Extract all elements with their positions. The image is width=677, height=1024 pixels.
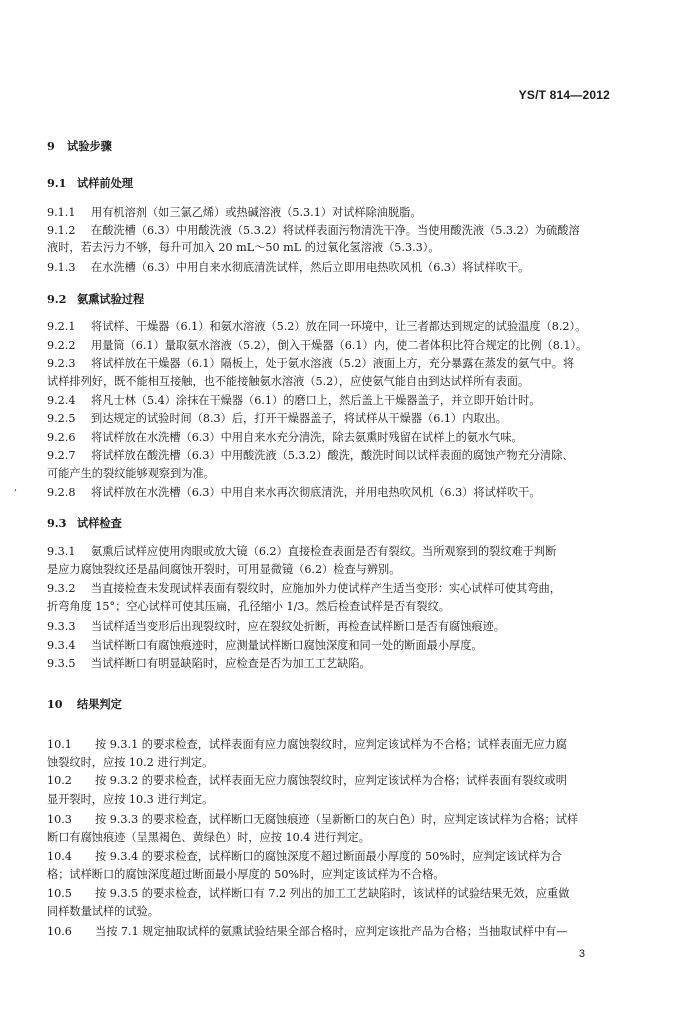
standard-code: YS/T 814—2012 (518, 88, 610, 102)
paragraph-10-4-cont: 格；试样断口的腐蚀深度超过断面最小厚度的 50%时，应判定该试样为不合格。 (47, 868, 445, 881)
section-title: 氨熏试验过程 (77, 292, 145, 306)
clause-text: 按 9.3.5 的要求检查，试样断口有 7.2 列出的加工工艺缺陷时，该试样的试验结果无效，应重做 (95, 887, 570, 900)
paragraph-9-3-3 (47, 620, 505, 634)
paragraph-10-2-cont: 显开裂时，应按 10.3 进行判定。 (47, 793, 214, 806)
paragraph-9-3-4 (47, 639, 483, 653)
clause-text: 用有机溶剂（如三氯乙烯）或热碱溶液（5.3.1）对试样除油脱脂。 (91, 206, 422, 219)
clause-number: 10.3 (47, 813, 72, 826)
section-title: 试样前处理 (77, 176, 133, 190)
clause-text: 按 9.3.3 的要求检查，试样断口无腐蚀痕迹（呈新断口的灰白色）时，应判定该试样为合格；试样 (95, 813, 579, 826)
paragraph-10-4 (47, 850, 562, 864)
clause-text: 按 9.3.4 的要求检查，试样断口的腐蚀深度不超过断面最小厚度的 50%时，应判定该试样为合 (95, 850, 562, 863)
clause-number: 10.1 (47, 738, 72, 751)
section-title: 试验步骤 (67, 139, 112, 153)
paragraph-9-2-7-cont: 可能产生的裂纹能够观察到为准。 (47, 467, 215, 480)
subsection-heading-9-3 (47, 516, 122, 530)
clause-number: 9.3.3 (47, 620, 76, 633)
clause-text: 将凡士林（5.4）涂抹在干燥器（6.1）的磨口上，然后盖上干燥器盖子，并立即开始计时。 (91, 394, 541, 407)
clause-text: 当直接检查未发现试样表面有裂纹时，应施加外力使试样产生适当变形：实心试样可使其弯曲， (91, 582, 561, 595)
clause-number: 9.2.6 (47, 431, 76, 444)
clause-number: 9.2.8 (47, 486, 76, 499)
paragraph-9-1-2 (47, 224, 580, 238)
clause-text: 将试样放在水洗槽（6.3）中用自来水再次彻底清洗，并用电热吹风机（6.3）将试样吹干。 (91, 486, 541, 499)
section-number: 9 (47, 139, 55, 153)
section-number: 10 (47, 697, 63, 711)
clause-text: 将试样放在干燥器（6.1）隔板上，处于氨水溶液（5.2）液面上方，充分暴露在蒸发的氨气中。将 (91, 357, 575, 370)
subsection-heading-9-1 (47, 176, 133, 190)
clause-number: 9.1.3 (47, 261, 76, 274)
clause-number: 9.3.1 (47, 545, 76, 558)
paragraph-9-3-2-cont: 折弯角度 15°；空心试样可使其压扁，孔径缩小 1/3。然后检查试样是否有裂纹。 (47, 600, 450, 613)
clause-number: 9.1.2 (47, 224, 76, 237)
clause-text: 按 9.3.1 的要求检查，试样表面有应力腐蚀裂纹时，应判定该试样为不合格；试样表面无应力腐 (95, 738, 567, 751)
clause-text: 按 9.3.2 的要求检查，试样表面无应力腐蚀裂纹时，应判定该试样为合格；试样表面有裂纹或明 (95, 774, 567, 787)
clause-text: 当按 7.1 规定抽取试样的氨熏试验结果全部合格时，应判定该批产品为合格；当抽取试样中有— (95, 925, 568, 938)
section-heading-10 (47, 697, 122, 711)
paragraph-9-2-2 (47, 339, 587, 353)
clause-number: 9.3.4 (47, 639, 76, 652)
section-heading-9 (47, 139, 112, 153)
paragraph-10-5-cont: 同样数量试样的试验。 (47, 905, 159, 918)
section-number: 9.3 (47, 516, 67, 530)
paragraph-9-3-1 (47, 545, 556, 559)
clause-number: 9.2.5 (47, 412, 76, 425)
paragraph-9-1-2-cont: 液时，若去污力不够，每升可加入 20 mL～50 mL 的过氧化氢溶液（5.3.3）。 (47, 241, 440, 254)
clause-number: 9.1.1 (47, 206, 76, 219)
section-title: 试样检查 (77, 516, 122, 530)
paragraph-9-1-1 (47, 206, 422, 220)
clause-text: 在水洗槽（6.3）中用自来水彻底清洗试样，然后立即用电热吹风机（6.3）将试样吹干。 (91, 261, 530, 274)
paragraph-10-1 (47, 738, 567, 752)
clause-text: 将试样放在水洗槽（6.3）中用自来水充分清洗，除去氨熏时残留在试样上的氨水气味。 (91, 431, 523, 444)
clause-number: 9.3.2 (47, 582, 76, 595)
paragraph-9-3-5 (47, 657, 371, 671)
clause-number: 9.3.5 (47, 657, 76, 670)
clause-text: 当试样适当变形后出现裂纹时，应在裂纹处折断，再检查试样断口是否有腐蚀痕迹。 (91, 620, 505, 633)
paragraph-9-1-3 (47, 261, 529, 275)
clause-number: 10.5 (47, 887, 72, 900)
clause-number: 9.2.1 (47, 320, 76, 333)
section-number: 9.2 (47, 292, 67, 306)
margin-mark: , (14, 482, 18, 493)
paragraph-9-2-6 (47, 431, 523, 445)
clause-number: 9.2.3 (47, 357, 76, 370)
paragraph-10-3 (47, 813, 578, 827)
clause-text: 当试样断口有明显缺陷时，应检查是否为加工工艺缺陷。 (91, 657, 371, 670)
paragraph-10-5 (47, 887, 569, 901)
clause-number: 10.2 (47, 774, 72, 787)
clause-text: 将试样放在酸洗槽（6.3）中用酸洗液（5.3.2）酸洗，酸洗时间以试样表面的腐蚀产物充分清除、 (91, 449, 574, 462)
paragraph-9-3-1-cont: 是应力腐蚀裂纹还是晶间腐蚀开裂时，可用显微镜（6.2）检查与辨别。 (47, 563, 401, 576)
paragraph-10-1-cont: 蚀裂纹时，应按 10.2 进行判定。 (47, 756, 214, 769)
section-title: 结果判定 (77, 697, 122, 711)
clause-text: 将试样、干燥器（6.1）和氨水溶液（5.2）放在同一环境中，让三者都达到规定的试验温度（8.2）。 (91, 320, 587, 333)
clause-number: 9.2.7 (47, 449, 76, 462)
paragraph-9-2-1 (47, 320, 586, 334)
paragraph-10-3-cont: 断口有腐蚀痕迹（呈黑褐色、黄绿色）时，应按 10.4 进行判定。 (47, 831, 370, 844)
paragraph-9-2-8 (47, 486, 541, 500)
paragraph-9-2-5 (47, 412, 507, 426)
paragraph-9-3-2 (47, 582, 561, 596)
paragraph-9-2-3-cont: 试样排列好，既不能相互接触，也不能接触氨水溶液（5.2），应使氨气能自由到达试样所有表面。 (47, 375, 530, 388)
paragraph-10-6 (47, 925, 567, 939)
paragraph-9-2-3 (47, 357, 574, 371)
clause-text: 氨熏后试样应使用肉眼或放大镜（6.2）直接检查表面是否有裂纹。当所观察到的裂纹难于判断 (91, 545, 557, 558)
paragraph-9-2-4 (47, 394, 541, 408)
clause-text: 到达规定的试验时间（8.3）后，打开干燥器盖子，将试样从干燥器（6.1）内取出。 (91, 412, 507, 425)
clause-number: 9.2.2 (47, 339, 76, 352)
page-number: 3 (578, 948, 585, 960)
clause-number: 10.6 (47, 925, 72, 938)
clause-text: 当试样断口有腐蚀痕迹时，应测量试样断口腐蚀深度和同一处的断面最小厚度。 (91, 639, 483, 652)
clause-text: 在酸洗槽（6.3）中用酸洗液（5.3.2）将试样表面污物清洗干净。当使用酸洗液（5.3.2）为硫酸溶 (91, 224, 580, 237)
section-number: 9.1 (47, 176, 67, 190)
paragraph-10-2 (47, 774, 567, 788)
paragraph-9-2-7 (47, 449, 574, 463)
clause-number: 10.4 (47, 850, 72, 863)
subsection-heading-9-2 (47, 292, 144, 306)
clause-number: 9.2.4 (47, 394, 76, 407)
clause-text: 用量筒（6.1）量取氨水溶液（5.2），倒入干燥器（6.1）内，使二者体积比符合规定的比例（8.1）。 (91, 339, 588, 352)
